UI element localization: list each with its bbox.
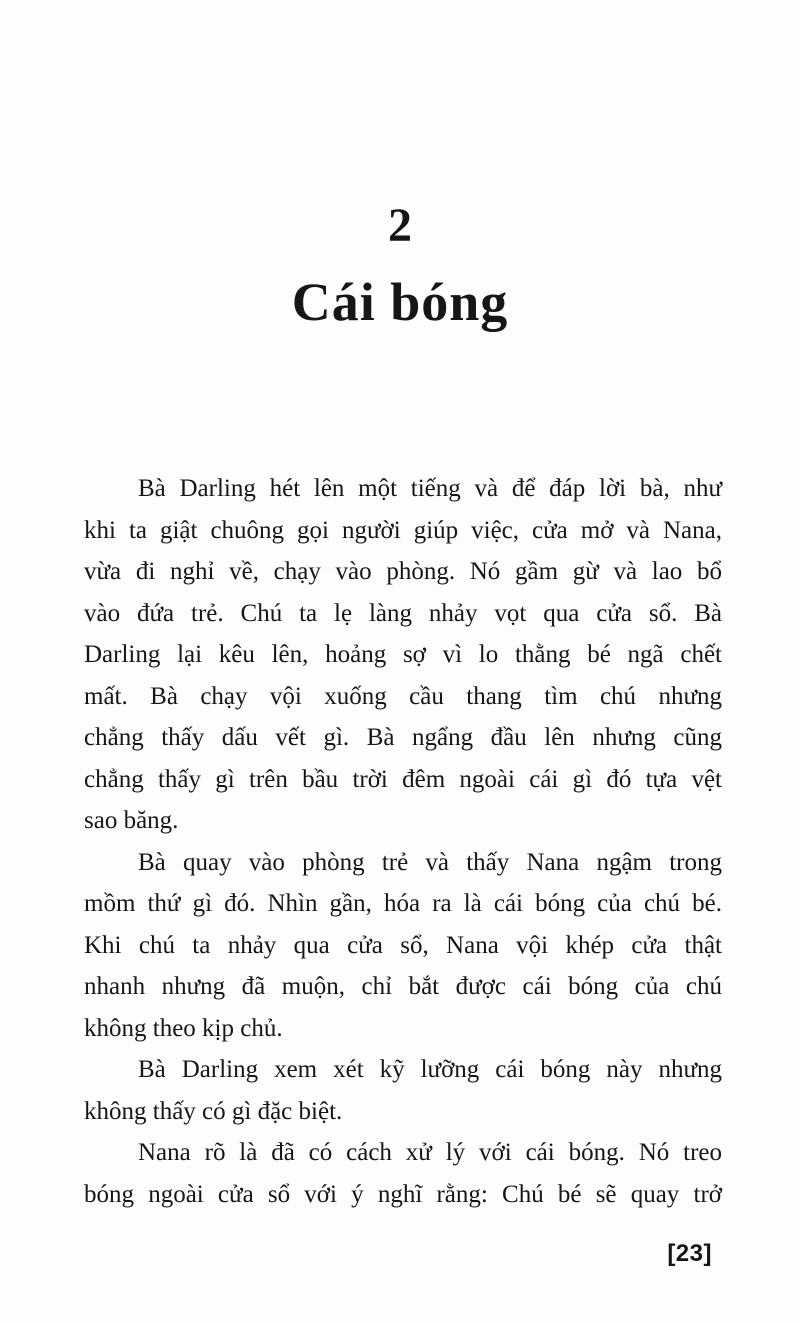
page-number: [23] — [667, 1240, 712, 1267]
text-line: không theo kịp chủ. — [84, 1014, 283, 1042]
paragraph — [84, 468, 722, 842]
text-line: nhanh nhưng đã muộn, chỉ bắt được cái bóng của chú — [84, 973, 722, 1000]
text-line: chẳng thấy gì trên bầu trời đêm ngoài cái gì đó tựa vệt — [84, 765, 722, 793]
text-line: bóng ngoài cửa sổ với ý nghĩ rằng: Chú bé sẽ quay trở — [84, 1180, 722, 1208]
text-line: mồm thứ gì đó. Nhìn gần, hóa ra là cái bóng của chú bé. — [84, 890, 722, 917]
text-line: sao băng. — [84, 807, 179, 834]
text-line: Bà Darling hét lên một tiếng và để đáp lời bà, như — [138, 475, 722, 502]
body-text — [84, 468, 722, 1215]
paragraph — [84, 842, 722, 1050]
text-line: chẳng thấy dấu vết gì. Bà ngẩng đầu lên nhưng cũng — [84, 724, 722, 751]
text-line: Bà Darling xem xét kỹ lưỡng cái bóng này nhưng — [138, 1056, 722, 1083]
paragraph — [84, 1049, 722, 1132]
text-line: không thấy có gì đặc biệt. — [84, 1097, 343, 1125]
text-line: Darling lại kêu lên, hoảng sợ vì lo thằng bé ngã chết — [84, 641, 722, 668]
text-line: vào đứa trẻ. Chú ta lẹ làng nhảy vọt qua cửa sổ. Bà — [84, 599, 722, 627]
chapter-title: Cái bóng — [291, 272, 509, 332]
text-line: Nana rõ là đã có cách xử lý với cái bóng. Nó treo — [138, 1139, 722, 1166]
paragraph — [84, 1132, 722, 1215]
text-line: mất. Bà chạy vội xuống cầu thang tìm chú nhưng — [84, 682, 722, 710]
chapter-number: 2 — [388, 199, 412, 252]
text-line: khi ta giật chuông gọi người giúp việc, cửa mở và Nana, — [84, 516, 722, 544]
text-line: Bà quay vào phòng trẻ và thấy Nana ngậm trong — [138, 848, 722, 876]
text-line: Khi chú ta nhảy qua cửa sổ, Nana vội khép cửa thật — [84, 931, 722, 959]
text-line: vừa đi nghỉ về, chạy vào phòng. Nó gầm gừ và lao bổ — [84, 558, 722, 585]
